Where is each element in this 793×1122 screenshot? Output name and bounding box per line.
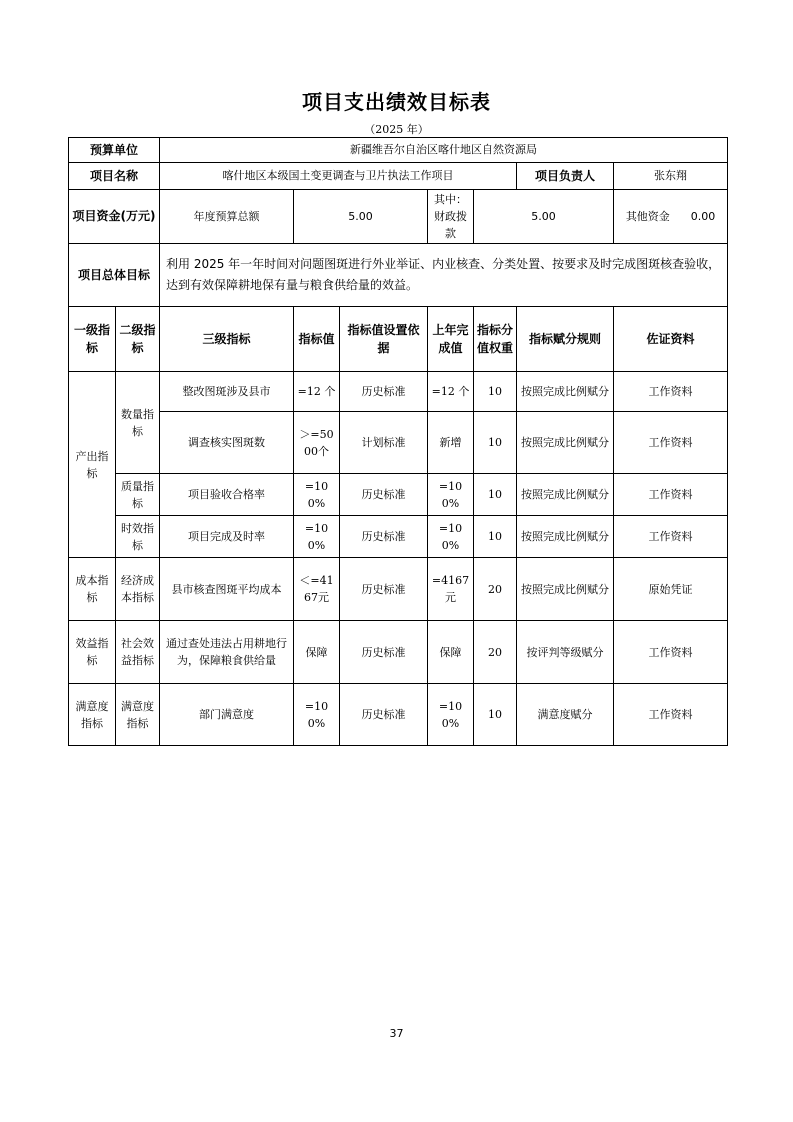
indicator-rule: 按评判等级赋分 (517, 621, 614, 684)
indicator-weight: 20 (474, 558, 517, 621)
group-cost: 成本指标 (69, 558, 116, 621)
indicator-last-year: =100% (428, 516, 474, 558)
indicator-rule: 满意度赋分 (517, 684, 614, 746)
indicator-evidence: 工作资料 (614, 621, 728, 684)
indicator-weight: 10 (474, 516, 517, 558)
indicator-evidence: 工作资料 (614, 516, 728, 558)
project-name-value: 喀什地区本级国土变更调查与卫片执法工作项目 (160, 163, 517, 190)
group-satisfaction-sub: 满意度指标 (116, 684, 160, 746)
project-funds-label: 项目资金(万元) (69, 190, 160, 244)
indicator-rule: 按照完成比例赋分 (517, 372, 614, 412)
performance-table (68, 137, 728, 746)
indicator-last-year: 保障 (428, 621, 474, 684)
col-basis: 指标值设置依据 (340, 307, 428, 372)
indicator-last-year: =4167元 (428, 558, 474, 621)
indicator-basis: 历史标准 (340, 621, 428, 684)
fiscal-funds-value: 5.00 (474, 190, 614, 244)
group-social-benefit: 社会效益指标 (116, 621, 160, 684)
indicator-name: 项目完成及时率 (160, 516, 294, 558)
group-economic-cost: 经济成本指标 (116, 558, 160, 621)
indicator-weight: 10 (474, 474, 517, 516)
col-level3: 三级指标 (160, 307, 294, 372)
col-level2: 二级指标 (116, 307, 160, 372)
indicator-basis: 历史标准 (340, 474, 428, 516)
indicator-rule: 按照完成比例赋分 (517, 412, 614, 474)
indicator-evidence: 工作资料 (614, 474, 728, 516)
indicator-name: 通过查处违法占用耕地行为，保障粮食供给量 (160, 621, 294, 684)
indicator-name: 整改图斑涉及县市 (160, 372, 294, 412)
budget-unit-label: 预算单位 (69, 138, 160, 163)
indicator-value: =100% (294, 516, 340, 558)
indicator-value: =100% (294, 684, 340, 746)
indicator-basis: 历史标准 (340, 516, 428, 558)
indicator-weight: 10 (474, 684, 517, 746)
indicator-name: 县市核查图斑平均成本 (160, 558, 294, 621)
other-funds-label: 其他资金 (625, 210, 670, 224)
indicator-evidence: 工作资料 (614, 372, 728, 412)
indicator-last-year: 新增 (428, 412, 474, 474)
indicator-rule: 按照完成比例赋分 (517, 474, 614, 516)
page-number: 37 (389, 1027, 404, 1040)
indicator-basis: 计划标准 (340, 412, 428, 474)
indicator-rule: 按照完成比例赋分 (517, 516, 614, 558)
indicator-name: 调查核实图斑数 (160, 412, 294, 474)
project-name-label: 项目名称 (69, 163, 160, 190)
project-leader-label: 项目负责人 (517, 163, 614, 190)
col-rule: 指标赋分规则 (517, 307, 614, 372)
indicator-value: 保障 (294, 621, 340, 684)
col-evidence: 佐证资料 (614, 307, 728, 372)
indicator-last-year: =100% (428, 474, 474, 516)
indicator-value: ＞=5000个 (294, 412, 340, 474)
indicator-weight: 10 (474, 372, 517, 412)
annual-budget-label: 年度预算总额 (160, 190, 294, 244)
indicator-rule: 按照完成比例赋分 (517, 558, 614, 621)
indicator-weight: 10 (474, 412, 517, 474)
indicator-name: 项目验收合格率 (160, 474, 294, 516)
budget-unit-value: 新疆维吾尔自治区喀什地区自然资源局 (160, 138, 728, 163)
col-level1: 一级指标 (69, 307, 116, 372)
table-row (69, 516, 728, 558)
table-row (69, 684, 728, 746)
col-weight: 指标分值权重 (474, 307, 517, 372)
indicator-weight: 20 (474, 621, 517, 684)
indicator-last-year: =100% (428, 684, 474, 746)
table-row (69, 412, 728, 474)
table-row (69, 372, 728, 412)
fiscal-funds-label: 其中：财政拨款 (428, 190, 474, 244)
table-row (69, 474, 728, 516)
table-row (69, 621, 728, 684)
group-quantity: 数量指标 (116, 372, 160, 474)
annual-budget-value: 5.00 (294, 190, 428, 244)
col-value: 指标值 (294, 307, 340, 372)
indicator-last-year: =12 个 (428, 372, 474, 412)
group-quality: 质量指标 (116, 474, 160, 516)
year-label: （2025 年） (364, 123, 429, 136)
indicator-basis: 历史标准 (340, 372, 428, 412)
indicator-name: 部门满意度 (160, 684, 294, 746)
indicator-basis: 历史标准 (340, 684, 428, 746)
other-funds-value (614, 190, 728, 244)
indicator-value: =12 个 (294, 372, 340, 412)
group-benefit: 效益指标 (69, 621, 116, 684)
indicator-value: ＜=4167元 (294, 558, 340, 621)
project-leader-value: 张东翔 (614, 163, 728, 190)
other-funds-amount: 0.00 (690, 210, 716, 224)
col-last-year: 上年完成值 (428, 307, 474, 372)
overall-goal-value: 利用 2025 年一年时间对问题图斑进行外业举证、内业核查、分类处置、按要求及时完成图斑核查验收，达到有效保障耕地保有量与粮食供给量的效益。 (160, 244, 728, 307)
indicator-value: =100% (294, 474, 340, 516)
overall-goal-label: 项目总体目标 (69, 244, 160, 307)
indicator-basis: 历史标准 (340, 558, 428, 621)
indicator-evidence: 工作资料 (614, 684, 728, 746)
group-timeliness: 时效指标 (116, 516, 160, 558)
group-satisfaction: 满意度指标 (69, 684, 116, 746)
table-row (69, 558, 728, 621)
indicator-evidence: 原始凭证 (614, 558, 728, 621)
group-output: 产出指标 (69, 372, 116, 558)
indicator-evidence: 工作资料 (614, 412, 728, 474)
page-title: 项目支出绩效目标表 (302, 90, 491, 114)
